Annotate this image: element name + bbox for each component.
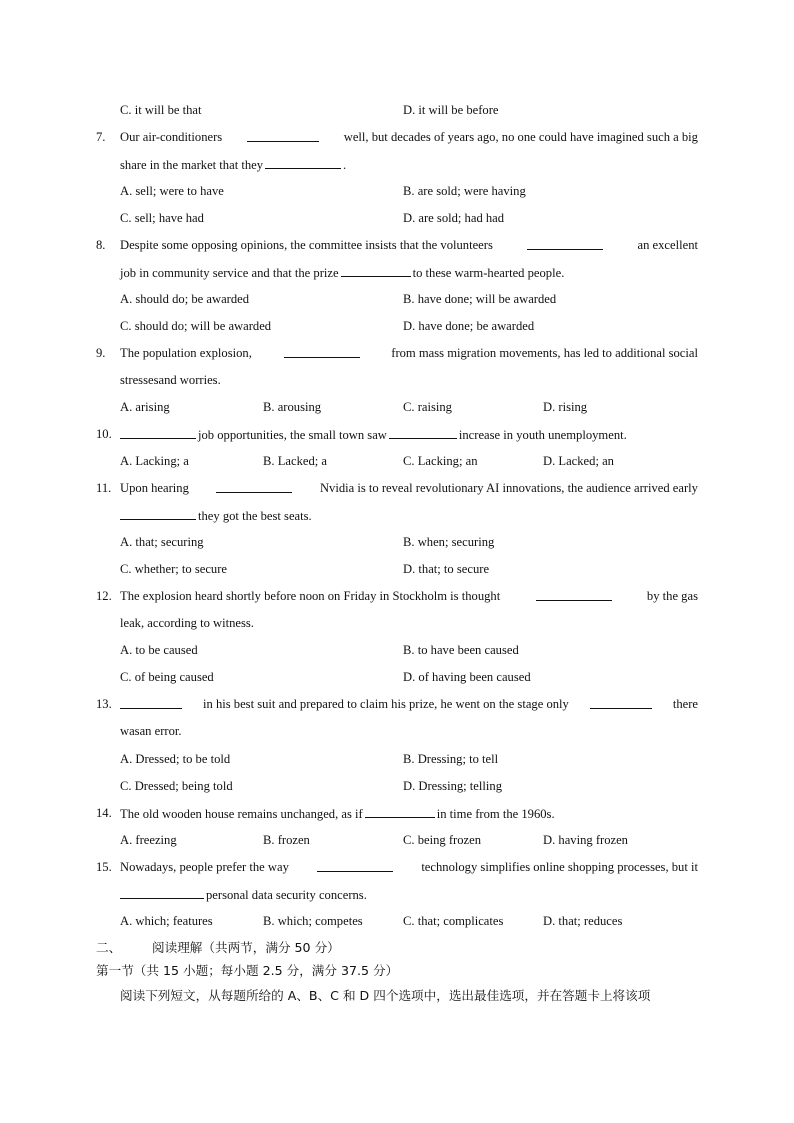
q6-option-d: D. it will be before: [403, 103, 499, 117]
q9-option-a: A. arising: [120, 400, 170, 414]
q13-option-d: D. Dressing; telling: [403, 779, 502, 793]
q15-option-d: D. that; reduces: [543, 914, 623, 928]
answer-blank: [120, 507, 196, 520]
answer-blank: [590, 696, 652, 709]
q10-option-d: D. Lacked; an: [543, 454, 614, 468]
answer-blank: [317, 859, 393, 872]
q13-option-b: B. Dressing; to tell: [403, 752, 499, 766]
answer-blank: [265, 156, 341, 169]
q9-line-2: stressesand worries.: [120, 373, 221, 387]
q13-option-a: A. Dressed; to be told: [120, 752, 231, 766]
q15-line-1: Nowadays, people prefer the way technology simplifies online shopping processes, but it: [120, 860, 698, 874]
q8-line-2: job in community service and that the prize to these warm-hearted people.: [120, 266, 565, 280]
q9-line-1: The population explosion, from mass migration movements, has led to additional social: [120, 346, 698, 360]
q10-option-a: A. Lacking; a: [120, 454, 189, 468]
answer-blank: [527, 237, 603, 250]
section-part-number: 二、: [96, 940, 122, 955]
q12-option-c: C. of being caused: [120, 670, 214, 684]
q14-number: 14.: [96, 806, 112, 820]
q14-line-1: The old wooden house remains unchanged, as if in time from the 1960s.: [120, 807, 555, 821]
answer-blank: [365, 805, 435, 818]
answer-blank: [216, 480, 292, 493]
q14-option-a: A. freezing: [120, 833, 177, 847]
answer-blank: [536, 588, 612, 601]
q8-option-c: C. should do; will be awarded: [120, 319, 272, 333]
section-subtitle: 第一节（共 15 小题；每小题 2.5 分，满分 37.5 分）: [96, 963, 399, 978]
q12-line-1: The explosion heard shortly before noon on Friday in Stockholm is thought by the gas: [120, 589, 698, 603]
q8-line-1: Despite some opposing opinions, the committee insists that the volunteers an excellent: [120, 238, 698, 252]
q10-number: 10.: [96, 427, 112, 441]
q14-option-d: D. having frozen: [543, 833, 628, 847]
q12-option-a: A. to be caused: [120, 643, 198, 657]
q13-line-2: wasan error.: [120, 724, 182, 738]
section-part-title: 阅读理解（共两节，满分 50 分）: [152, 940, 340, 955]
answer-blank: [247, 129, 319, 142]
answer-blank: [120, 696, 182, 709]
q13-line-1: in his best suit and prepared to claim his prize, he went on the stage only there: [120, 696, 698, 712]
q11-option-d: D. that; to secure: [403, 562, 490, 576]
q9-option-b: B. arousing: [263, 400, 322, 414]
q14-option-c: C. being frozen: [403, 833, 481, 847]
q7-option-d: D. are sold; had had: [403, 211, 505, 225]
q11-option-a: A. that; securing: [120, 535, 204, 549]
q9-number: 9.: [96, 346, 106, 360]
q14-option-b: B. frozen: [263, 833, 310, 847]
q11-line-1: Upon hearing Nvidia is to reveal revolutionary AI innovations, the audience arrived early: [120, 481, 698, 495]
q10-option-c: C. Lacking; an: [403, 454, 478, 468]
q8-number: 8.: [96, 238, 106, 252]
q6-option-c: C. it will be that: [120, 103, 202, 117]
q12-line-2: leak, according to witness.: [120, 616, 254, 630]
q13-number: 13.: [96, 697, 112, 711]
q11-number: 11.: [96, 481, 112, 495]
answer-blank: [389, 426, 457, 439]
q11-option-b: B. when; securing: [403, 535, 495, 549]
q8-option-a: A. should do; be awarded: [120, 292, 250, 306]
q10-line-1: job opportunities, the small town saw increase in youth unemployment.: [120, 426, 627, 443]
q15-option-b: B. which; competes: [263, 914, 363, 928]
q7-option-c: C. sell; have had: [120, 211, 204, 225]
answer-blank: [120, 886, 204, 899]
q7-option-a: A. sell; were to have: [120, 184, 224, 198]
answer-blank: [341, 264, 411, 277]
q7-line-1: Our air-conditioners well, but decades of years ago, no one could have imagined such a big: [120, 130, 698, 144]
q10-option-b: B. Lacked; a: [263, 454, 327, 468]
q13-option-c: C. Dressed; being told: [120, 779, 233, 793]
q7-option-b: B. are sold; were having: [403, 184, 526, 198]
answer-blank: [120, 426, 196, 439]
q9-option-c: C. raising: [403, 400, 452, 414]
q9-option-d: D. rising: [543, 400, 588, 414]
q11-option-c: C. whether; to secure: [120, 562, 228, 576]
q12-option-d: D. of having been caused: [403, 670, 531, 684]
q15-line-2: personal data security concerns.: [120, 886, 367, 903]
q12-number: 12.: [96, 589, 112, 603]
q12-option-b: B. to have been caused: [403, 643, 519, 657]
q7-number: 7.: [96, 130, 106, 144]
q15-option-a: A. which; features: [120, 914, 213, 928]
q7-line-2: share in the market that they .: [120, 158, 347, 172]
q15-option-c: C. that; complicates: [403, 914, 504, 928]
q8-option-d: D. have done; be awarded: [403, 319, 535, 333]
q8-option-b: B. have done; will be awarded: [403, 292, 557, 306]
q15-number: 15.: [96, 860, 112, 874]
section-instruction: 阅读下列短文，从每题所给的 A、B、C 和 D 四个选项中，选出最佳选项，并在答题卡上将该项: [120, 988, 651, 1003]
q11-line-2: they got the best seats.: [120, 507, 312, 524]
answer-blank: [284, 345, 360, 358]
